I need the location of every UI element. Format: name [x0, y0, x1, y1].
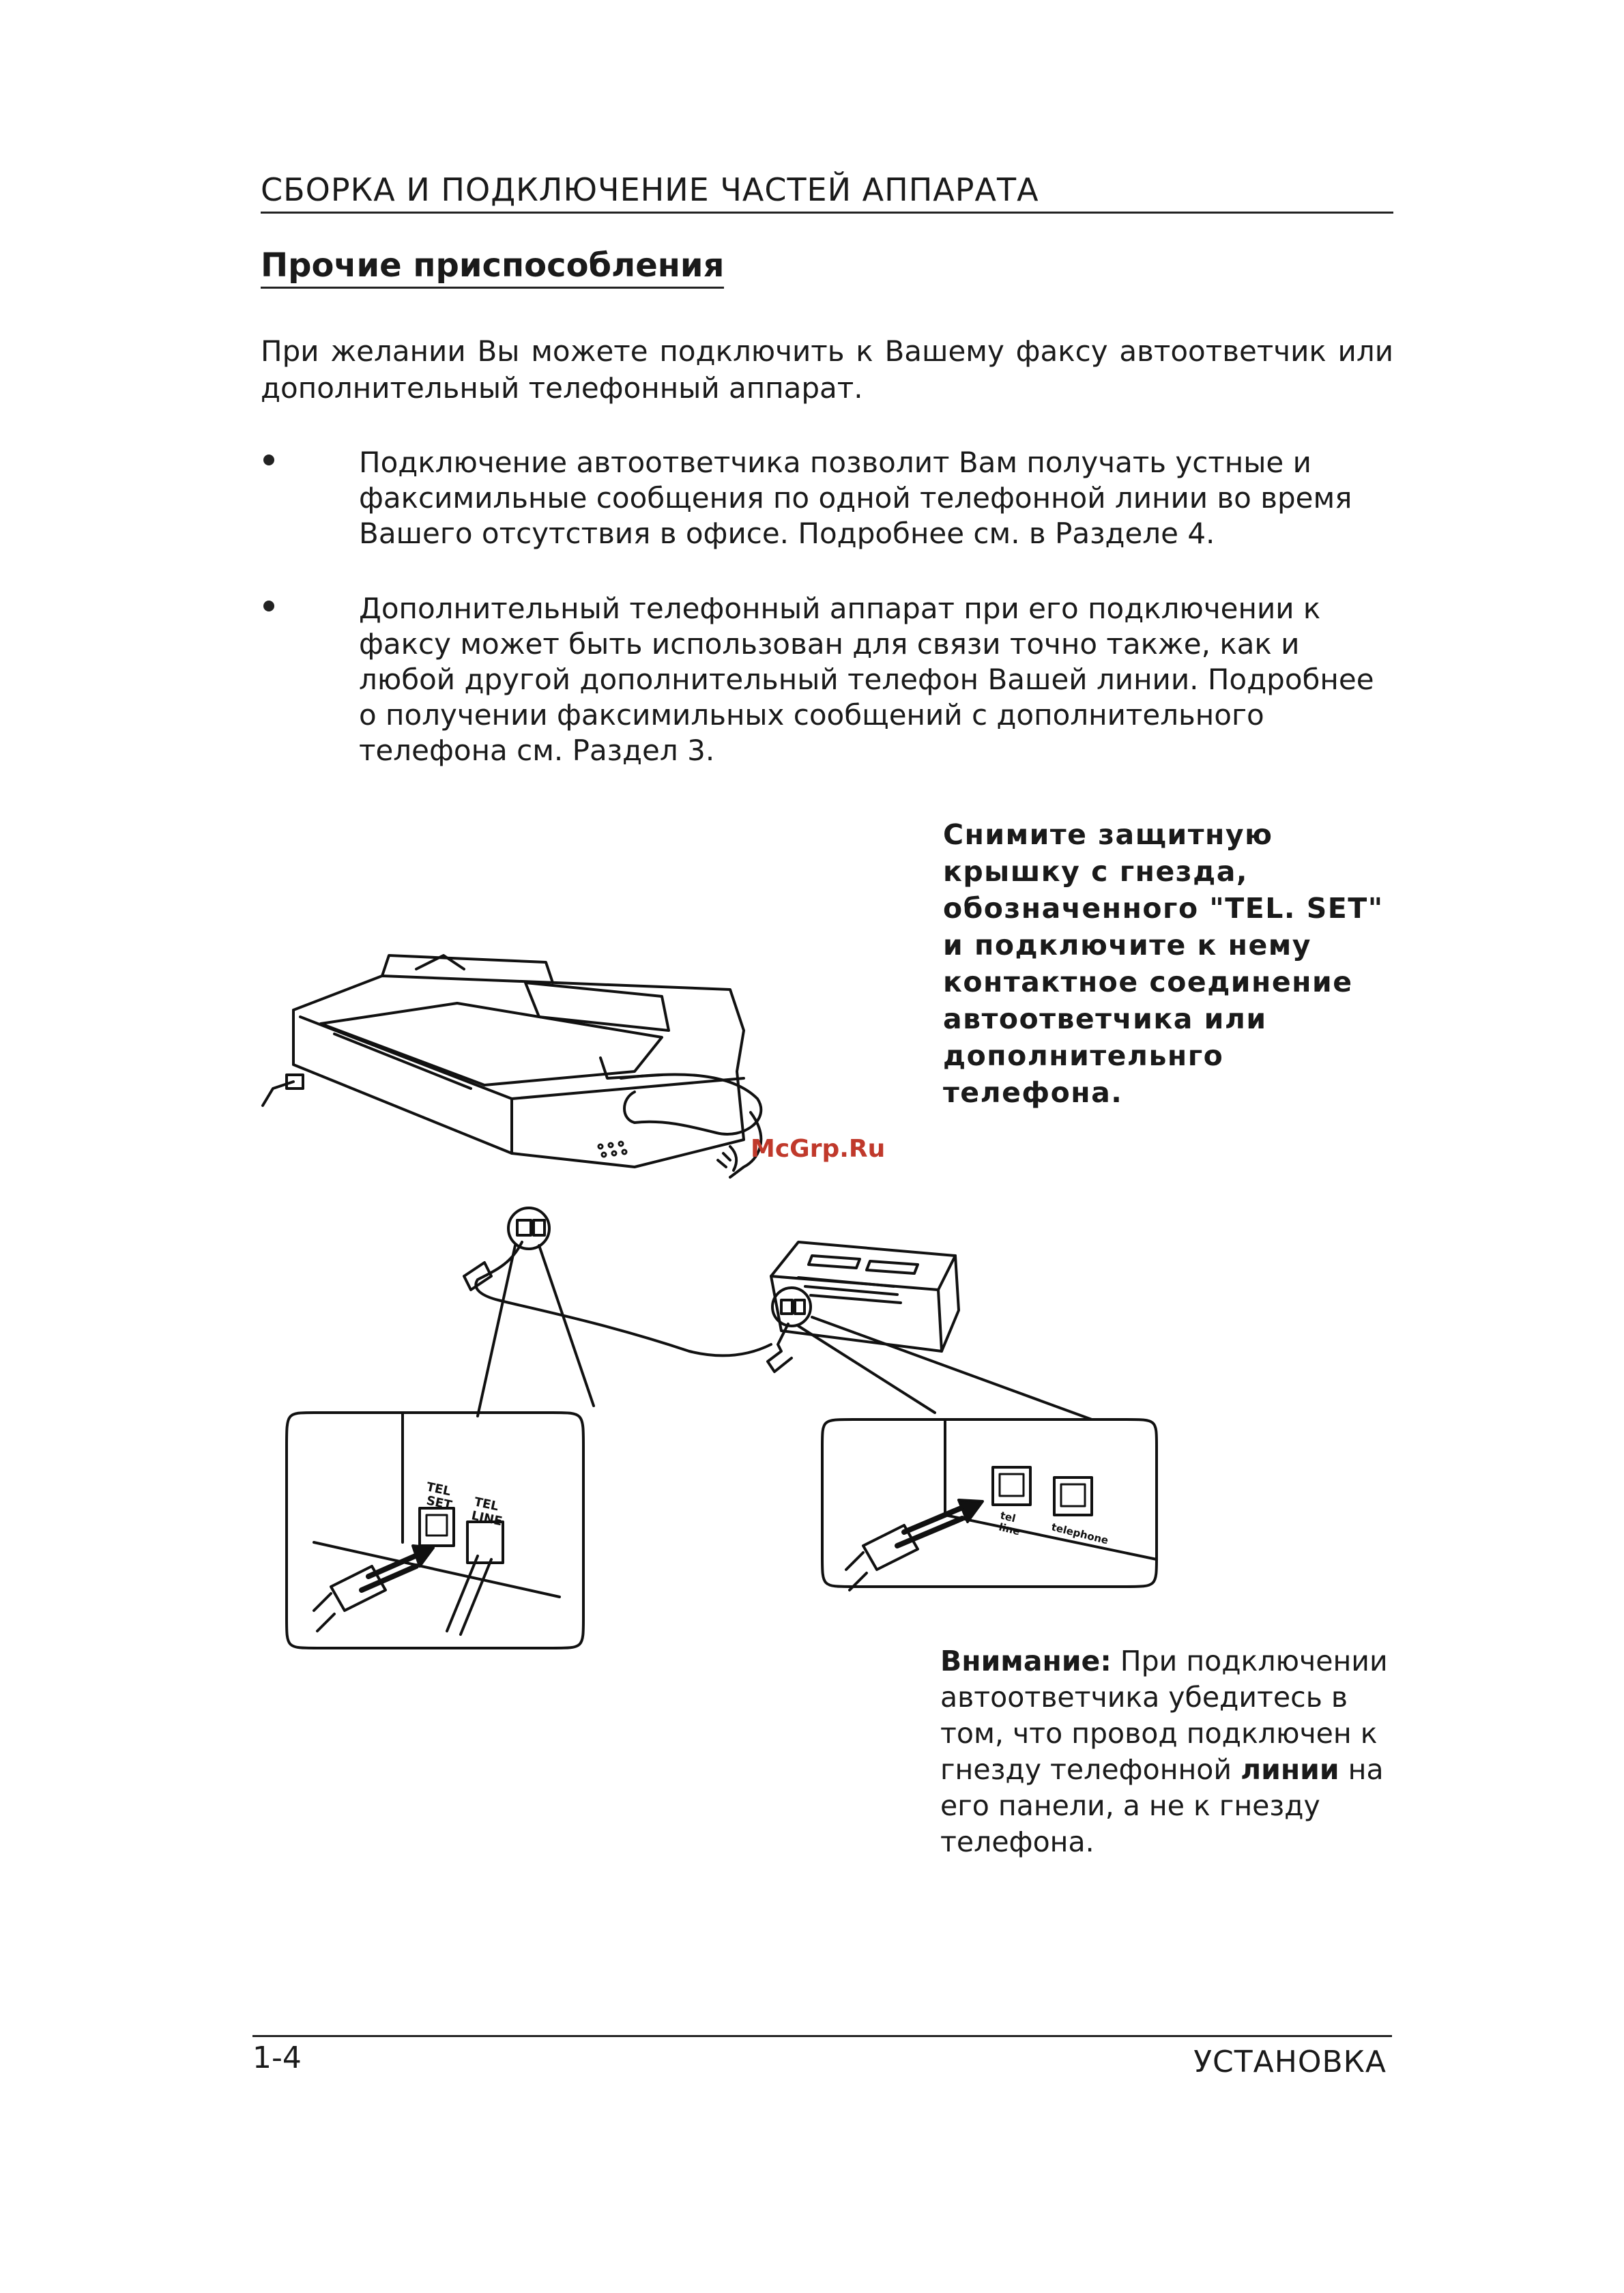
note-label: Внимание: [940, 1645, 1112, 1677]
warning-note [940, 1643, 1404, 1860]
chapter-name: УСТАНОВКА [1193, 2045, 1387, 2079]
tel-set-jack-zoom [287, 1413, 583, 1648]
tam-line-label: line [998, 1520, 1021, 1538]
footer-rule [252, 2035, 1392, 2037]
connection-diagram [252, 942, 1160, 1652]
note-text-after: на его панели, а не к гнезду телефона. [940, 1753, 1384, 1858]
tel-set-label-line2: SET [424, 1493, 454, 1513]
bullet-extension-phone: Дополнительный телефонный аппарат при его подключении к факсу может быть использован для связи точно также, как и любой другой дополнительный телефон Вашей линии. Подробнее о получении факсимильных сообщений с дополнительного телефона см. Раздел 3. [359, 592, 1374, 767]
tel-set-label-line1: TEL [424, 1480, 452, 1499]
tam-telephone-label: telephone [1050, 1520, 1110, 1547]
page-number: 1-4 [252, 2040, 302, 2075]
page-title: Прочие приспособления [261, 244, 724, 289]
note-text-before: При подключении автоответчика убедитесь в том, что провод подключен к гнезду телефонной [940, 1645, 1388, 1786]
tam-tel-label: tel [999, 1509, 1017, 1525]
tel-line-label-line1: TEL [472, 1495, 500, 1514]
fax-machine-illustration [263, 955, 761, 1249]
intro-paragraph: При желании Вы можете подключить к Вашему факсу автоответчик или дополнительный телефонный аппарат. [261, 334, 1393, 405]
bullet-answering-machine: Подключение автоответчика позволит Вам получать устные и факсимильные сообщения по одной телефонной линии во время Вашего отсутствия в офисе. Подробнее см. в Разделе 4. [359, 446, 1352, 550]
note-emphasis: линии [1241, 1753, 1339, 1786]
bullet-dot [263, 601, 274, 611]
tel-line-label-line2: LINE [469, 1508, 504, 1529]
connection-instruction: Снимите защитную крышку с гнезда, обозначенного "TEL. SET" и подключите к нему контактное соединение автоответчика или дополнительнго телефона. [943, 818, 1384, 1109]
answering-machine-illustration [768, 1242, 959, 1372]
answering-machine-jack-zoom [822, 1419, 1157, 1590]
telephone-cord [476, 1242, 771, 1355]
bullet-dot [263, 455, 274, 465]
section-header: СБОРКА И ПОДКЛЮЧЕНИЕ ЧАСТЕЙ АППАРАТА [261, 169, 1393, 214]
watermark: McGrp.Ru [751, 1135, 886, 1163]
